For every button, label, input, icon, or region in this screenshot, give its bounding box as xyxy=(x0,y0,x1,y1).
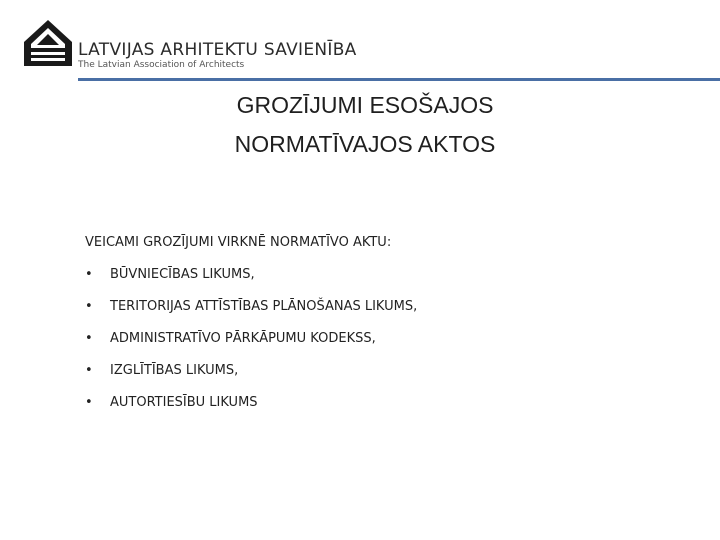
bullet-icon: • xyxy=(85,267,93,282)
list-item-label: AUTORTIESĪBU LIKUMS xyxy=(110,395,258,410)
list-item-label: IZGLĪTĪBAS LIKUMS, xyxy=(110,363,239,378)
slide-title xyxy=(200,86,530,164)
organization-name: LATVIJAS ARHITEKTU SAVIENĪBA xyxy=(78,40,357,60)
bullet-icon: • xyxy=(85,299,93,314)
header-divider xyxy=(78,78,720,81)
intro-text: VEICAMI GROZĪJUMI VIRKNĒ NORMATĪVO AKTU: xyxy=(85,235,392,250)
list-item-label: BŪVNIECĪBAS LIKUMS, xyxy=(110,267,255,282)
bullet-icon: • xyxy=(85,363,93,378)
list-item xyxy=(85,394,417,426)
list-item xyxy=(85,266,417,298)
list-item-label: ADMINISTRATĪVO PĀRKĀPUMU KODEKSS, xyxy=(110,331,376,346)
organization-subtitle: The Latvian Association of Architects xyxy=(78,60,245,70)
slide-title-line-1: GROZĪJUMI ESOŠAJOS xyxy=(236,92,494,118)
list-item xyxy=(85,298,417,330)
list-item-label: TERITORIJAS ATTĪSTĪBAS PLĀNOŠANAS LIKUMS, xyxy=(110,299,418,314)
laa-logo-icon xyxy=(22,18,74,70)
bullet-icon: • xyxy=(85,395,93,410)
slide-title-line-2: NORMATĪVAJOS AKTOS xyxy=(234,131,496,157)
law-list xyxy=(85,266,417,426)
list-item xyxy=(85,330,417,362)
list-item xyxy=(85,362,417,394)
bullet-icon: • xyxy=(85,331,93,346)
